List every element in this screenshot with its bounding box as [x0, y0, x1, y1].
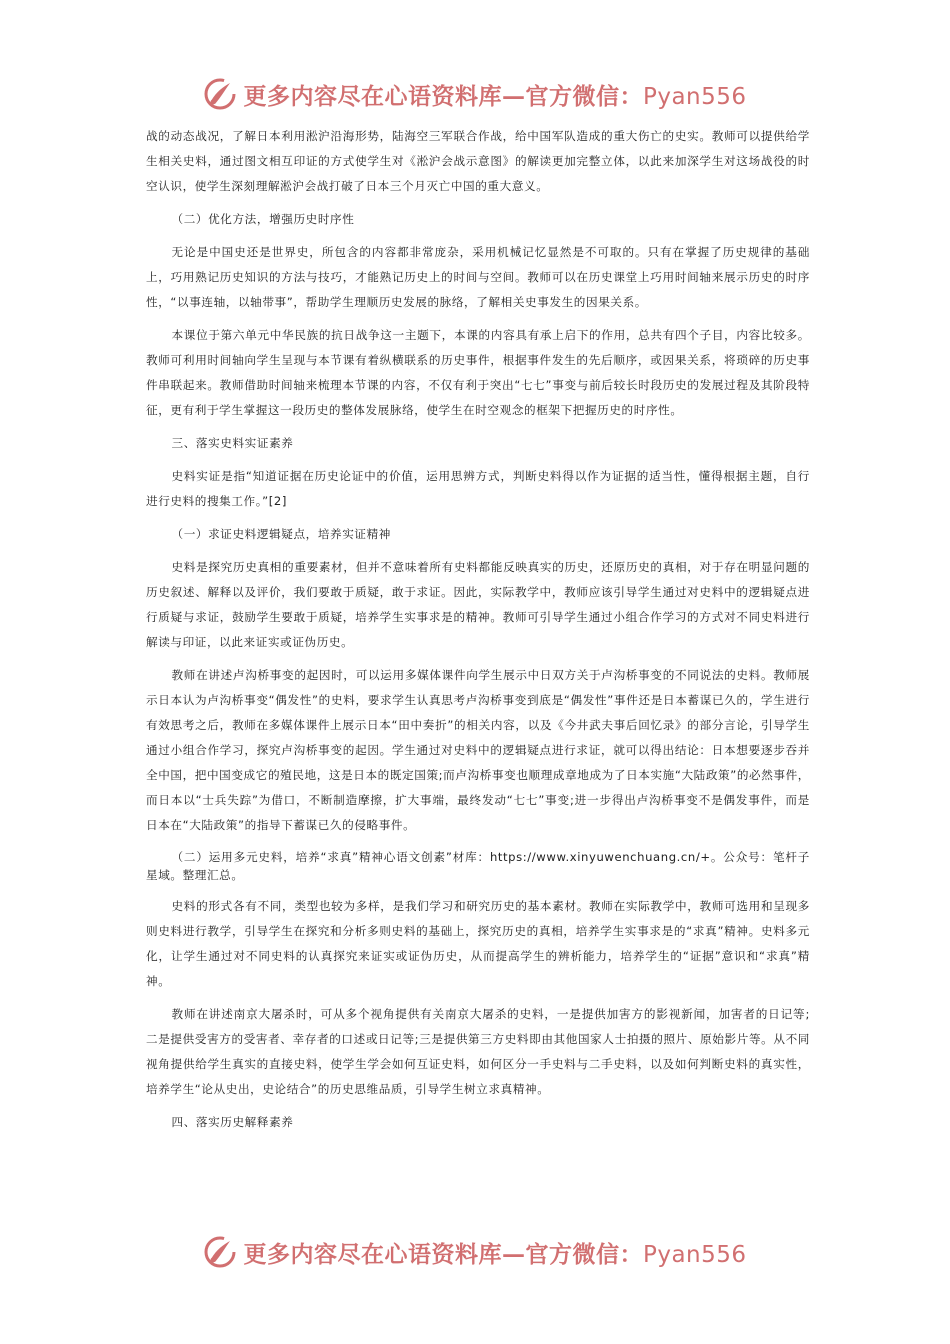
- body-paragraph: 教师在讲述南京大屠杀时，可从多个视角提供有关南京大屠杀的史料，一是提供加害方的影视新闻，加害者的日记等;二是提供受害方的受害者、幸存者的口述或日记等;三是提供第三方史料即由其他国家人士拍摄的照片、原始影片等。从不同视角提供给学生真实的直接史料，使学生学会如何互证史料，如何区分一手史料与二手史料，以及如何判断史料的真实性，培养学生“论从史出，史论结合”的历史思维品质，引导学生树立求真精神。: [146, 1007, 810, 1096]
- body-paragraph: 本课位于第六单元中华民族的抗日战争这一主题下，本课的内容具有承上启下的作用，总共有四个子目，内容比较多。教师可利用时间轴向学生呈现与本节课有着纵横联系的历史事件，根据事件发生的先后顺序，或因果关系，将琐碎的历史事件串联起来。教师借助时间轴来梳理本节课的内容，不仅有利于突出“七七”事变与前后较长时段历史的发展过程及其阶段特征，更有利于学生掌握这一段历史的整体发展脉络，使学生在时空观念的框架下把握历史的时序性。: [146, 328, 810, 417]
- brush-logo-icon: [203, 77, 237, 111]
- body-paragraph: 无论是中国史还是世界史，所包含的内容都非常庞杂，采用机械记忆显然是不可取的。只有在掌握了历史规律的基础上，巧用熟记历史知识的方法与技巧，才能熟记历史上的时间与空间。教师可以在历史课堂上巧用时间轴来展示历史的时序性，“以事连轴，以轴带事”，帮助学生理顺历史发展的脉络，了解相关史事发生的因果关系。: [146, 245, 810, 309]
- section-heading: 三、落实史料实证素养: [171, 436, 294, 450]
- brush-logo-icon: [203, 1235, 237, 1269]
- watermark-footer: [0, 1232, 950, 1272]
- body-paragraph: 战的动态战况，了解日本利用淞沪沿海形势，陆海空三军联合作战，给中国军队造成的重大伤亡的史实。教师可以提供给学生相关史料，通过图文相互印证的方式使学生对《淞沪会战示意图》的解读更加完整立体，以此来加深学生对这场战役的时空认识，使学生深刻理解淞沪会战打破了日本三个月灭亡中国的重大意义。: [146, 129, 810, 193]
- watermark-text: 更多内容尽在心语资料库—官方微信：Pyan556: [243, 82, 747, 110]
- section-heading: （二）优化方法，增强历史时序性: [171, 212, 355, 226]
- body-paragraph: 史料实证是指“知道证据在历史论证中的价值，运用思辨方式，判断史料得以作为证据的适当性，懂得根据主题，自行进行史料的搜集工作。”[2]: [146, 469, 810, 508]
- body-paragraph: 史料的形式各有不同，类型也较为多样，是我们学习和研究历史的基本素材。教师在实际教学中，教师可选用和呈现多则史料进行教学，引导学生在探究和分析多则史料的基础上，探究历史的真相，培养学生实事求是的“求真”精神。史料多元化，让学生通过对不同史料的认真探究来证实或证伪历史，从而提高学生的辨析能力，培养学生的“证据”意识和“求真”精神。: [146, 899, 810, 988]
- watermark-header: [0, 74, 950, 114]
- section-heading: （二）运用多元史料，培养“求真”精神心语文创素”材库：https://www.xinyuwenchuang.cn/+。公众号：笔杆子星域。整理汇总。: [146, 850, 810, 882]
- section-heading: 四、落实历史解释素养: [171, 1115, 294, 1129]
- section-heading: （一）求证史料逻辑疑点，培养实证精神: [171, 527, 392, 541]
- document-body: [146, 124, 810, 1143]
- body-paragraph: 教师在讲述卢沟桥事变的起因时，可以运用多媒体课件向学生展示中日双方关于卢沟桥事变的不同说法的史料。教师展示日本认为卢沟桥事变“偶发性”的史料，要求学生认真思考卢沟桥事变到底是“偶发性”事件还是日本蓄谋已久的，学生进行有效思考之后，教师在多媒体课件上展示日本“田中奏折”的相关内容，以及《今井武夫事后回忆录》的部分言论，引导学生通过小组合作学习，探究卢沟桥事变的起因。学生通过对史料中的逻辑疑点进行求证，就可以得出结论：日本想要逐步吞并全中国，把中国变成它的殖民地，这是日本的既定国策;而卢沟桥事变也顺理成章地成为了日本实施“大陆政策”的必然事件，而日本以“士兵失踪”为借口，不断制造摩擦，扩大事端，最终发动“七七”事变;进一步得出卢沟桥事变不是偶发事件，而是日本在“大陆政策”的指导下蓄谋已久的侵略事件。: [146, 668, 810, 832]
- body-paragraph: 史料是探究历史真相的重要素材，但并不意味着所有史料都能反映真实的历史，还原历史的真相，对于存在明显问题的历史叙述、解释以及评价，我们要敢于质疑，敢于求证。因此，实际教学中，教师应该引导学生通过对史料中的逻辑疑点进行质疑与求证，鼓励学生要敢于质疑，培养学生实事求是的精神。教师可引导学生通过小组合作学习的方式对不同史料进行解读与印证，以此来证实或证伪历史。: [146, 560, 810, 649]
- watermark-text: 更多内容尽在心语资料库—官方微信：Pyan556: [243, 1240, 747, 1268]
